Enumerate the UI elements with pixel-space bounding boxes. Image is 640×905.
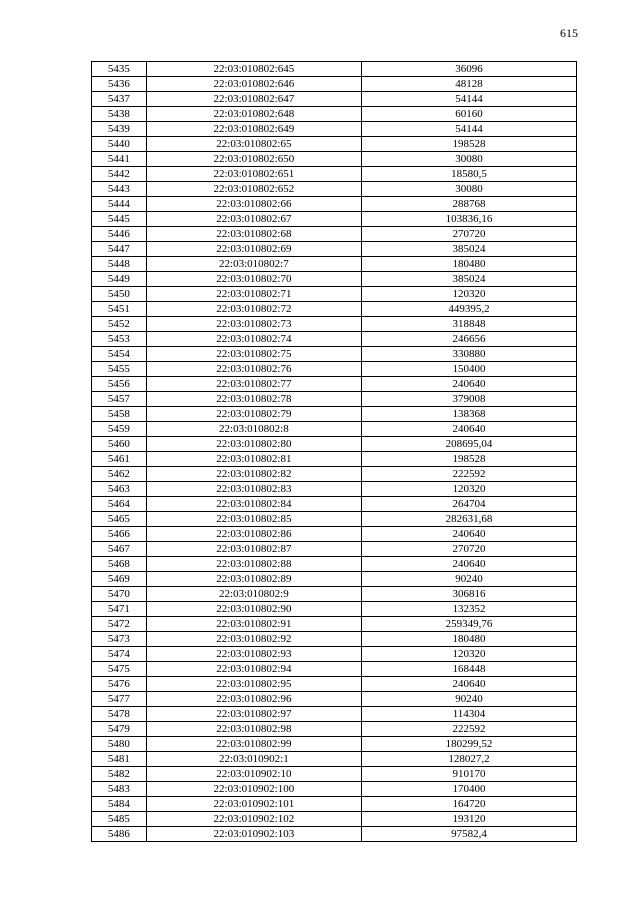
row-number-cell: 5477 — [92, 692, 147, 707]
cadastral-number-cell: 22:03:010802:81 — [146, 452, 361, 467]
cadastral-number-cell: 22:03:010802:649 — [146, 122, 361, 137]
value-cell: 246656 — [361, 332, 576, 347]
value-cell: 240640 — [361, 527, 576, 542]
table-row — [92, 542, 577, 557]
cadastral-number-cell: 22:03:010802:85 — [146, 512, 361, 527]
cadastral-number-cell: 22:03:010802:82 — [146, 467, 361, 482]
row-number-cell: 5439 — [92, 122, 147, 137]
row-number-cell: 5445 — [92, 212, 147, 227]
row-number-cell: 5455 — [92, 362, 147, 377]
value-cell: 910170 — [361, 767, 576, 782]
cadastral-number-cell: 22:03:010802:86 — [146, 527, 361, 542]
value-cell: 208695,04 — [361, 437, 576, 452]
value-cell: 330880 — [361, 347, 576, 362]
table-row — [92, 197, 577, 212]
table-row — [92, 572, 577, 587]
value-cell: 180480 — [361, 257, 576, 272]
cadastral-number-cell: 22:03:010802:93 — [146, 647, 361, 662]
table-row — [92, 62, 577, 77]
cadastral-number-cell: 22:03:010802:97 — [146, 707, 361, 722]
cadastral-number-cell: 22:03:010902:1 — [146, 752, 361, 767]
row-number-cell: 5483 — [92, 782, 147, 797]
value-cell: 240640 — [361, 377, 576, 392]
table-row — [92, 722, 577, 737]
table-row — [92, 812, 577, 827]
row-number-cell: 5444 — [92, 197, 147, 212]
cadastral-number-cell: 22:03:010802:92 — [146, 632, 361, 647]
row-number-cell: 5446 — [92, 227, 147, 242]
value-cell: 240640 — [361, 677, 576, 692]
cadastral-number-cell: 22:03:010802:88 — [146, 557, 361, 572]
cadastral-number-cell: 22:03:010802:80 — [146, 437, 361, 452]
table-row — [92, 707, 577, 722]
row-number-cell: 5485 — [92, 812, 147, 827]
value-cell: 180299,52 — [361, 737, 576, 752]
cadastral-number-cell: 22:03:010802:89 — [146, 572, 361, 587]
row-number-cell: 5484 — [92, 797, 147, 812]
page-number: 615 — [560, 26, 578, 40]
table-row — [92, 347, 577, 362]
value-cell: 282631,68 — [361, 512, 576, 527]
row-number-cell: 5440 — [92, 137, 147, 152]
value-cell: 240640 — [361, 422, 576, 437]
table-row — [92, 167, 577, 182]
value-cell: 132352 — [361, 602, 576, 617]
value-cell: 90240 — [361, 572, 576, 587]
value-cell: 240640 — [361, 557, 576, 572]
value-cell: 54144 — [361, 122, 576, 137]
row-number-cell: 5482 — [92, 767, 147, 782]
cadastral-number-cell: 22:03:010902:10 — [146, 767, 361, 782]
table-row — [92, 152, 577, 167]
table-row — [92, 422, 577, 437]
row-number-cell: 5450 — [92, 287, 147, 302]
table-row — [92, 827, 577, 842]
value-cell: 18580,5 — [361, 167, 576, 182]
table-row — [92, 557, 577, 572]
cadastral-number-cell: 22:03:010802:99 — [146, 737, 361, 752]
table-row — [92, 617, 577, 632]
cadastral-number-cell: 22:03:010802:90 — [146, 602, 361, 617]
value-cell: 48128 — [361, 77, 576, 92]
value-cell: 114304 — [361, 707, 576, 722]
cadastral-table — [91, 61, 577, 842]
row-number-cell: 5473 — [92, 632, 147, 647]
table-row — [92, 797, 577, 812]
row-number-cell: 5441 — [92, 152, 147, 167]
value-cell: 54144 — [361, 92, 576, 107]
row-number-cell: 5462 — [92, 467, 147, 482]
row-number-cell: 5468 — [92, 557, 147, 572]
row-number-cell: 5467 — [92, 542, 147, 557]
row-number-cell: 5461 — [92, 452, 147, 467]
table-row — [92, 512, 577, 527]
table-row — [92, 272, 577, 287]
value-cell: 30080 — [361, 152, 576, 167]
table-row — [92, 587, 577, 602]
value-cell: 385024 — [361, 242, 576, 257]
cadastral-number-cell: 22:03:010802:68 — [146, 227, 361, 242]
table-row — [92, 242, 577, 257]
row-number-cell: 5458 — [92, 407, 147, 422]
table-row — [92, 782, 577, 797]
table-row — [92, 662, 577, 677]
cadastral-number-cell: 22:03:010802:648 — [146, 107, 361, 122]
table-row — [92, 767, 577, 782]
cadastral-number-cell: 22:03:010802:94 — [146, 662, 361, 677]
table-row — [92, 77, 577, 92]
row-number-cell: 5456 — [92, 377, 147, 392]
value-cell: 120320 — [361, 287, 576, 302]
table-row — [92, 602, 577, 617]
row-number-cell: 5460 — [92, 437, 147, 452]
row-number-cell: 5486 — [92, 827, 147, 842]
table-row — [92, 257, 577, 272]
value-cell: 222592 — [361, 722, 576, 737]
value-cell: 193120 — [361, 812, 576, 827]
row-number-cell: 5465 — [92, 512, 147, 527]
table-row — [92, 287, 577, 302]
row-number-cell: 5471 — [92, 602, 147, 617]
row-number-cell: 5448 — [92, 257, 147, 272]
row-number-cell: 5475 — [92, 662, 147, 677]
value-cell: 449395,2 — [361, 302, 576, 317]
value-cell: 90240 — [361, 692, 576, 707]
cadastral-number-cell: 22:03:010902:102 — [146, 812, 361, 827]
cadastral-number-cell: 22:03:010802:651 — [146, 167, 361, 182]
row-number-cell: 5436 — [92, 77, 147, 92]
cadastral-number-cell: 22:03:010802:65 — [146, 137, 361, 152]
row-number-cell: 5480 — [92, 737, 147, 752]
value-cell: 379008 — [361, 392, 576, 407]
cadastral-number-cell: 22:03:010802:87 — [146, 542, 361, 557]
row-number-cell: 5435 — [92, 62, 147, 77]
table-row — [92, 107, 577, 122]
value-cell: 385024 — [361, 272, 576, 287]
value-cell: 120320 — [361, 647, 576, 662]
cadastral-number-cell: 22:03:010802:74 — [146, 332, 361, 347]
value-cell: 164720 — [361, 797, 576, 812]
value-cell: 180480 — [361, 632, 576, 647]
cadastral-number-cell: 22:03:010802:646 — [146, 77, 361, 92]
value-cell: 170400 — [361, 782, 576, 797]
table-body — [92, 62, 577, 842]
cadastral-number-cell: 22:03:010802:652 — [146, 182, 361, 197]
value-cell: 270720 — [361, 227, 576, 242]
row-number-cell: 5454 — [92, 347, 147, 362]
cadastral-number-cell: 22:03:010802:645 — [146, 62, 361, 77]
row-number-cell: 5478 — [92, 707, 147, 722]
table-row — [92, 737, 577, 752]
value-cell: 30080 — [361, 182, 576, 197]
table-row — [92, 437, 577, 452]
value-cell: 128027,2 — [361, 752, 576, 767]
table-row — [92, 692, 577, 707]
row-number-cell: 5474 — [92, 647, 147, 662]
cadastral-number-cell: 22:03:010802:71 — [146, 287, 361, 302]
cadastral-number-cell: 22:03:010802:77 — [146, 377, 361, 392]
row-number-cell: 5481 — [92, 752, 147, 767]
table-row — [92, 137, 577, 152]
cadastral-number-cell: 22:03:010802:91 — [146, 617, 361, 632]
value-cell: 36096 — [361, 62, 576, 77]
value-cell: 259349,76 — [361, 617, 576, 632]
row-number-cell: 5451 — [92, 302, 147, 317]
row-number-cell: 5449 — [92, 272, 147, 287]
table-row — [92, 752, 577, 767]
cadastral-number-cell: 22:03:010902:100 — [146, 782, 361, 797]
table-row — [92, 452, 577, 467]
table-row — [92, 632, 577, 647]
row-number-cell: 5437 — [92, 92, 147, 107]
table-row — [92, 392, 577, 407]
cadastral-number-cell: 22:03:010802:8 — [146, 422, 361, 437]
cadastral-number-cell: 22:03:010802:9 — [146, 587, 361, 602]
row-number-cell: 5470 — [92, 587, 147, 602]
cadastral-number-cell: 22:03:010802:96 — [146, 692, 361, 707]
row-number-cell: 5472 — [92, 617, 147, 632]
cadastral-number-cell: 22:03:010802:98 — [146, 722, 361, 737]
cadastral-number-cell: 22:03:010802:79 — [146, 407, 361, 422]
table-row — [92, 362, 577, 377]
table-row — [92, 212, 577, 227]
cadastral-number-cell: 22:03:010802:66 — [146, 197, 361, 212]
cadastral-number-cell: 22:03:010802:76 — [146, 362, 361, 377]
value-cell: 222592 — [361, 467, 576, 482]
row-number-cell: 5476 — [92, 677, 147, 692]
table-row — [92, 227, 577, 242]
cadastral-number-cell: 22:03:010802:84 — [146, 497, 361, 512]
value-cell: 306816 — [361, 587, 576, 602]
table-row — [92, 467, 577, 482]
cadastral-number-cell: 22:03:010902:101 — [146, 797, 361, 812]
row-number-cell: 5459 — [92, 422, 147, 437]
value-cell: 120320 — [361, 482, 576, 497]
row-number-cell: 5479 — [92, 722, 147, 737]
row-number-cell: 5453 — [92, 332, 147, 347]
row-number-cell: 5447 — [92, 242, 147, 257]
table-row — [92, 92, 577, 107]
value-cell: 198528 — [361, 137, 576, 152]
table-row — [92, 317, 577, 332]
row-number-cell: 5452 — [92, 317, 147, 332]
cadastral-number-cell: 22:03:010802:70 — [146, 272, 361, 287]
table-row — [92, 482, 577, 497]
row-number-cell: 5469 — [92, 572, 147, 587]
cadastral-number-cell: 22:03:010802:75 — [146, 347, 361, 362]
row-number-cell: 5466 — [92, 527, 147, 542]
value-cell: 264704 — [361, 497, 576, 512]
cadastral-number-cell: 22:03:010802:7 — [146, 257, 361, 272]
cadastral-number-cell: 22:03:010802:73 — [146, 317, 361, 332]
row-number-cell: 5443 — [92, 182, 147, 197]
table-row — [92, 122, 577, 137]
table-row — [92, 407, 577, 422]
value-cell: 97582,4 — [361, 827, 576, 842]
table-row — [92, 647, 577, 662]
value-cell: 270720 — [361, 542, 576, 557]
table-row — [92, 527, 577, 542]
cadastral-number-cell: 22:03:010802:78 — [146, 392, 361, 407]
value-cell: 168448 — [361, 662, 576, 677]
cadastral-number-cell: 22:03:010802:647 — [146, 92, 361, 107]
table-row — [92, 332, 577, 347]
row-number-cell: 5463 — [92, 482, 147, 497]
value-cell: 60160 — [361, 107, 576, 122]
table-row — [92, 497, 577, 512]
cadastral-number-cell: 22:03:010802:67 — [146, 212, 361, 227]
table-row — [92, 377, 577, 392]
row-number-cell: 5438 — [92, 107, 147, 122]
table-row — [92, 677, 577, 692]
cadastral-number-cell: 22:03:010802:83 — [146, 482, 361, 497]
cadastral-number-cell: 22:03:010802:95 — [146, 677, 361, 692]
table-row — [92, 182, 577, 197]
table-row — [92, 302, 577, 317]
cadastral-number-cell: 22:03:010802:650 — [146, 152, 361, 167]
value-cell: 318848 — [361, 317, 576, 332]
value-cell: 198528 — [361, 452, 576, 467]
value-cell: 103836,16 — [361, 212, 576, 227]
value-cell: 288768 — [361, 197, 576, 212]
value-cell: 150400 — [361, 362, 576, 377]
cadastral-number-cell: 22:03:010902:103 — [146, 827, 361, 842]
cadastral-number-cell: 22:03:010802:69 — [146, 242, 361, 257]
cadastral-number-cell: 22:03:010802:72 — [146, 302, 361, 317]
row-number-cell: 5464 — [92, 497, 147, 512]
row-number-cell: 5457 — [92, 392, 147, 407]
row-number-cell: 5442 — [92, 167, 147, 182]
value-cell: 138368 — [361, 407, 576, 422]
